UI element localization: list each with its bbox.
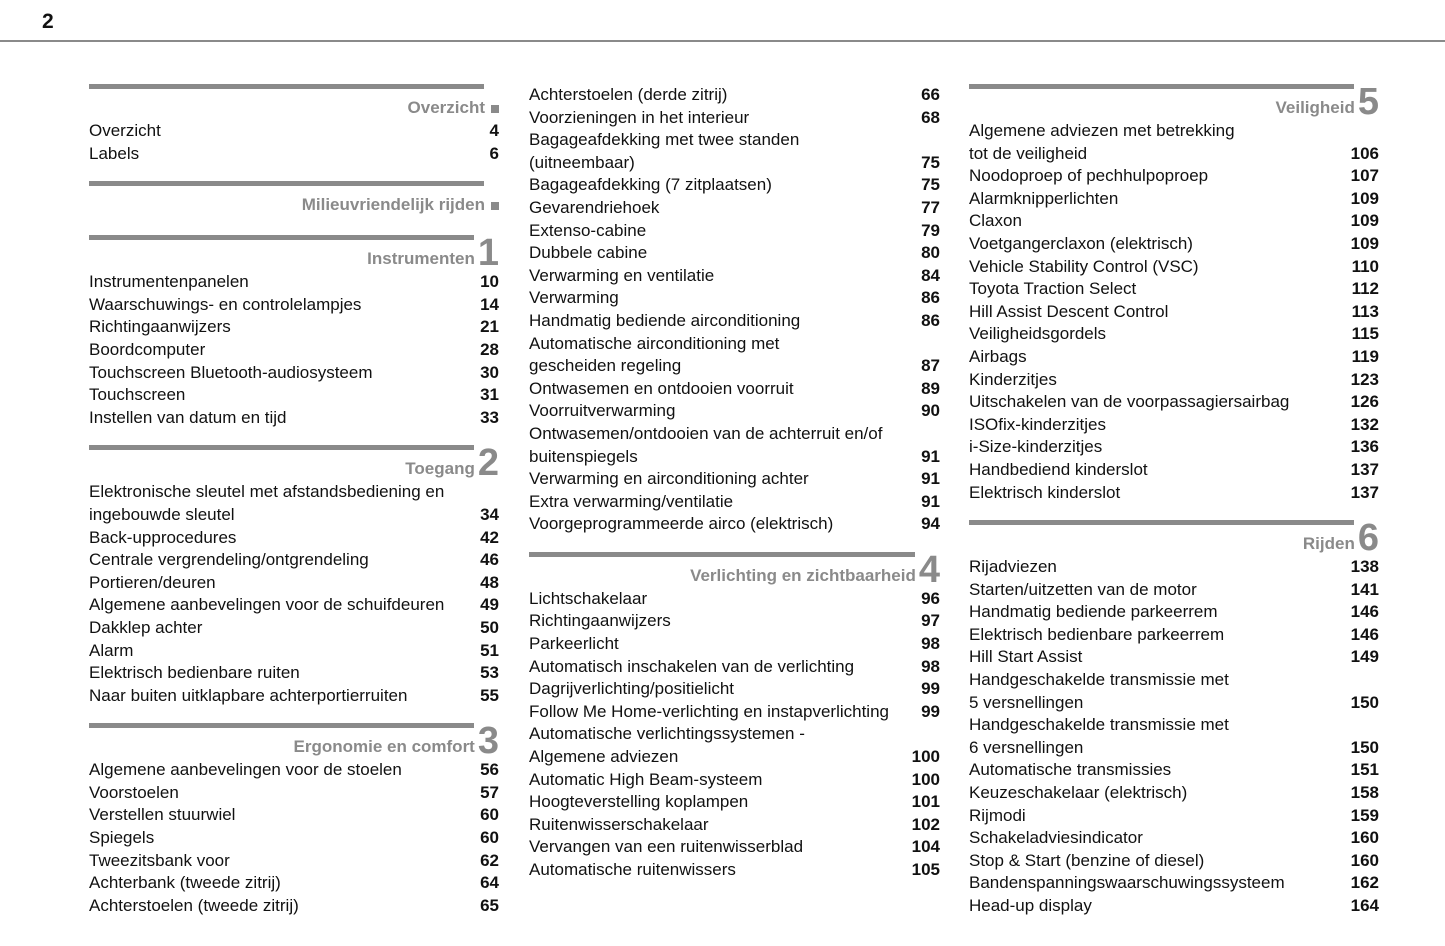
toc-entry-label: Elektronische sleutel met afstandsbediening en ingebouwde sleutel: [89, 482, 445, 524]
toc-entry-page: 79: [921, 220, 940, 240]
toc-entry-page: 96: [921, 588, 940, 608]
toc-entry-list: [529, 588, 940, 882]
toc-entry-list: [89, 481, 499, 707]
toc-entry[interactable]: [969, 872, 1379, 895]
toc-entry-page: 31: [480, 385, 499, 405]
toc-entry-page: 86: [921, 310, 940, 330]
toc-entry-page: 49: [480, 595, 499, 615]
toc-entry-label: Veiligheidsgordels: [969, 324, 1107, 344]
toc-entry-page: 56: [480, 760, 499, 780]
toc-entry[interactable]: [89, 143, 499, 166]
toc-entry[interactable]: [969, 346, 1379, 369]
toc-entry-label: Parkeerlicht: [529, 634, 619, 654]
toc-entry-label: Vehicle Stability Control (VSC): [969, 256, 1199, 276]
toc-entry-page: 4: [489, 121, 499, 140]
toc-entry-page: 100: [911, 747, 940, 767]
toc-entry-page: 28: [480, 339, 499, 359]
toc-entry-label: Automatische transmissies: [969, 760, 1172, 780]
toc-entry-page: 53: [480, 663, 499, 683]
toc-entry-page: 98: [921, 634, 940, 654]
toc-entry-page: 14: [480, 294, 499, 314]
toc-entry-page: 158: [1350, 783, 1379, 803]
toc-entry[interactable]: [969, 601, 1379, 624]
toc-entry-list: [89, 759, 499, 917]
toc-entry-label: Kinderzitjes: [969, 369, 1057, 389]
toc-entry-label: Overzicht: [89, 121, 161, 140]
toc-entry-label: i-Size-kinderzitjes: [969, 437, 1103, 457]
toc-entry-label: Elektrisch bedienbare parkeerrem: [969, 624, 1225, 644]
toc-entry-label: Waarschuwings- en controlelampjes: [89, 294, 362, 314]
toc-entry[interactable]: [89, 850, 499, 873]
toc-entry-label: Bandenspanningswaarschuwingssysteem: [969, 873, 1285, 893]
toc-entry-page: 138: [1350, 557, 1379, 577]
toc-entry[interactable]: [969, 624, 1379, 647]
toc-entry[interactable]: [969, 369, 1379, 392]
toc-entry[interactable]: [89, 782, 499, 805]
toc-entry[interactable]: [529, 310, 940, 333]
toc-entry-label: Extra verwarming/ventilatie: [529, 491, 734, 511]
toc-entry-page: 68: [921, 107, 940, 127]
toc-entry-page: 109: [1350, 188, 1379, 208]
toc-entry-label: Achterbank (tweede zitrij): [89, 873, 281, 893]
section-title[interactable]: Instrumenten: [367, 249, 475, 269]
section-header: [969, 517, 1379, 560]
toc-entry-label: Touchscreen: [89, 385, 186, 405]
toc-entry-page: 99: [921, 679, 940, 699]
toc-entry[interactable]: [529, 723, 940, 768]
toc-entry-label: Claxon: [969, 211, 1022, 231]
toc-entry-label: Dakklep achter: [89, 617, 203, 637]
toc-entry-page: 113: [1351, 301, 1379, 321]
toc-entry-label: Achterstoelen (derde zitrij): [529, 85, 728, 104]
toc-entry-page: 80: [921, 243, 940, 263]
toc-entry-label: Bagageafdekking met twee standen (uitneembaar): [529, 130, 800, 172]
toc-entry-label: Ontwasemen/ontdooien van de achterruit en/of buitenspiegels: [529, 423, 883, 466]
toc-entry[interactable]: [89, 685, 499, 708]
toc-column-2: [529, 84, 940, 898]
toc-entry-label: Uitschakelen van de voorpassagiersairbag: [969, 392, 1290, 412]
toc-entry[interactable]: [89, 407, 499, 430]
section-rule: [89, 445, 474, 450]
toc-entry-label: Instellen van datum en tijd: [89, 407, 287, 427]
toc-entry[interactable]: [969, 436, 1379, 459]
section-header: [529, 548, 940, 591]
toc-entry-page: 123: [1350, 369, 1379, 389]
toc-entry[interactable]: [969, 301, 1379, 324]
toc-entry-page: 84: [921, 265, 940, 285]
toc-entry[interactable]: [529, 197, 940, 220]
toc-entry[interactable]: [969, 895, 1379, 918]
toc-entry[interactable]: [969, 714, 1379, 759]
toc-entry[interactable]: [89, 316, 499, 339]
toc-entry-page: 110: [1351, 256, 1379, 276]
toc-entry-label: Back-upprocedures: [89, 527, 237, 547]
toc-entry-page: 146: [1350, 602, 1379, 622]
toc-entry[interactable]: [89, 549, 499, 572]
section-rule: [969, 520, 1354, 525]
toc-entry-label: Ontwasemen en ontdooien voorruit: [529, 378, 794, 398]
toc-entry[interactable]: [969, 188, 1379, 211]
section-header: [89, 84, 499, 118]
toc-entry-list: [89, 271, 499, 429]
toc-entry-label: Automatische ruitenwissers: [529, 860, 736, 879]
section-header: [89, 442, 499, 485]
toc-entry-label: Alarm: [89, 640, 134, 660]
section-title[interactable]: Veiligheid: [1275, 98, 1355, 117]
toc-entry-label: Extenso-cabine: [529, 220, 647, 240]
toc-entry-label: Verwarming en airconditioning achter: [529, 469, 809, 489]
toc-entry[interactable]: [529, 633, 940, 656]
toc-entry[interactable]: [529, 656, 940, 679]
toc-entry-label: Rijmodi: [969, 805, 1026, 825]
toc-entry-label: Centrale vergrendeling/ontgrendeling: [89, 550, 369, 570]
toc-entry-label: Labels: [89, 143, 140, 163]
toc-entry-label: Schakeladviesindicator: [969, 828, 1143, 848]
toc-entry-label: Head-up display: [969, 896, 1092, 915]
toc-entry-page: 87: [921, 356, 940, 376]
toc-entry-page: 42: [480, 527, 499, 547]
toc-entry-label: Handmatig bediende airconditioning: [529, 310, 801, 330]
toc-entry[interactable]: [969, 556, 1379, 579]
toc-entry[interactable]: [529, 769, 940, 792]
toc-entry[interactable]: [529, 242, 940, 265]
toc-entry[interactable]: [529, 791, 940, 814]
toc-entry[interactable]: [89, 759, 499, 782]
toc-entry-page: 55: [480, 685, 499, 705]
toc-entry-label: Starten/uitzetten van de motor: [969, 579, 1197, 599]
toc-entry-page: 106: [1350, 143, 1379, 163]
toc-entry-label: Automatische airconditioning met gescheiden regeling: [529, 333, 780, 376]
toc-entry-page: 97: [921, 611, 940, 631]
section-title[interactable]: Ergonomie en comfort: [293, 737, 475, 757]
toc-entry-page: 141: [1350, 579, 1379, 599]
toc-entry-label: Hill Start Assist: [969, 647, 1083, 667]
toc-entry-page: 75: [921, 175, 940, 195]
toc-entry-label: Handgeschakelde transmissie met 5 versnellingen: [969, 670, 1229, 712]
toc-entry-page: 91: [921, 469, 940, 489]
toc-entry-page: 77: [921, 197, 940, 217]
section-header: [89, 232, 499, 275]
toc-entry[interactable]: [89, 662, 499, 685]
section-title[interactable]: Milieuvriendelijk rijden: [301, 195, 485, 215]
toc-entry[interactable]: [969, 579, 1379, 602]
toc-entry-page: 150: [1350, 737, 1379, 757]
toc-entry-page: 126: [1350, 392, 1379, 412]
toc-entry-label: Tweezitsbank voor: [89, 850, 230, 870]
toc-entry-page: 10: [480, 272, 499, 292]
toc-entry[interactable]: [969, 482, 1379, 505]
toc-entry-label: ISOfix-kinderzitjes: [969, 414, 1106, 434]
section-rule: [89, 84, 484, 89]
toc-entry-page: 109: [1350, 211, 1379, 231]
toc-entry[interactable]: [969, 850, 1379, 873]
toc-entry-page: 109: [1350, 233, 1379, 253]
toc-entry[interactable]: [969, 165, 1379, 188]
toc-entry-label: Automatische verlichtingssystemen - Algemene adviezen: [529, 724, 805, 767]
square-bullet-icon: [491, 105, 499, 113]
toc-entry-page: 164: [1350, 896, 1379, 915]
toc-entry-label: Toyota Traction Select: [969, 279, 1137, 299]
section-title[interactable]: Verlichting en zichtbaarheid: [690, 565, 916, 585]
toc-entry[interactable]: [89, 804, 499, 827]
toc-entry[interactable]: [89, 617, 499, 640]
toc-entry-label: Algemene adviezen met betrekking tot de veiligheid: [969, 121, 1235, 163]
toc-entry-label: Vervangen van een ruitenwisserblad: [529, 837, 804, 857]
toc-entry-label: Handmatig bediende parkeerrem: [969, 602, 1218, 622]
toc-column-3: [969, 81, 1379, 934]
toc-entry-label: Elektrisch kinderslot: [969, 482, 1121, 502]
toc-entry[interactable]: [969, 805, 1379, 828]
toc-entry-label: Lichtschakelaar: [529, 588, 648, 608]
toc-entry[interactable]: [529, 129, 940, 174]
toc-entry[interactable]: [969, 120, 1379, 165]
toc-entry[interactable]: [89, 594, 499, 617]
toc-entry-label: Hoogteverstelling koplampen: [529, 792, 749, 812]
toc-entry-label: Richtingaanwijzers: [89, 317, 231, 337]
toc-entry[interactable]: [529, 491, 940, 514]
toc-entry-page: 151: [1350, 760, 1379, 780]
section-header: [89, 181, 499, 215]
section-rule: [89, 235, 474, 240]
toc-column-1: [89, 84, 499, 933]
toc-entry-label: Rijadviezen: [969, 557, 1057, 577]
toc-entry-label: Spiegels: [89, 828, 155, 848]
toc-entry-label: Airbags: [969, 346, 1027, 366]
toc-entry-label: Dubbele cabine: [529, 243, 648, 263]
toc-entry-page: 86: [921, 288, 940, 308]
toc-entry-label: Automatisch inschakelen van de verlichting: [529, 656, 855, 676]
toc-entry-list: [529, 84, 940, 536]
toc-entry[interactable]: [529, 859, 940, 882]
toc-entry-page: 51: [480, 640, 499, 660]
toc-entry-page: 160: [1350, 850, 1379, 870]
toc-entry-page: 91: [921, 491, 940, 511]
toc-entry-page: 62: [480, 850, 499, 870]
toc-entry-page: 119: [1351, 346, 1379, 366]
toc-entry-page: 90: [921, 401, 940, 421]
toc-entry-label: Verwarming en ventilatie: [529, 265, 715, 285]
toc-entry-page: 137: [1350, 482, 1379, 502]
toc-entry[interactable]: [89, 827, 499, 850]
section-rule: [969, 84, 1354, 89]
section-rule: [529, 552, 915, 557]
section-title[interactable]: Rijden: [1302, 534, 1355, 554]
toc-entry-page: 48: [480, 572, 499, 592]
toc-entry[interactable]: [529, 678, 940, 701]
toc-entry[interactable]: [89, 572, 499, 595]
toc-entry-label: Verstellen stuurwiel: [89, 805, 236, 825]
chapter-number: 2: [477, 442, 499, 485]
section-header: [969, 81, 1379, 123]
toc-entry-label: Keuzeschakelaar (elektrisch): [969, 783, 1188, 803]
toc-entry-page: 21: [480, 317, 499, 337]
toc-entry-label: Noodoproep of pechhulpoproep: [969, 166, 1209, 186]
toc-entry-page: 132: [1350, 414, 1379, 434]
toc-entry-label: Verwarming: [529, 288, 619, 308]
chapter-number: 3: [477, 720, 499, 763]
toc-entry-label: Follow Me Home-verlichting en instapverlichting: [529, 701, 889, 721]
toc-entry-label: Hill Assist Descent Control: [969, 301, 1169, 321]
toc-entry[interactable]: [969, 646, 1379, 669]
toc-entry-page: 136: [1350, 437, 1379, 457]
toc-entry-label: Handgeschakelde transmissie met 6 versnellingen: [969, 715, 1229, 757]
toc-entry[interactable]: [969, 278, 1379, 301]
toc-entry[interactable]: [529, 287, 940, 310]
page-number: 2: [42, 10, 54, 33]
toc-entry-label: Portieren/deuren: [89, 572, 216, 592]
toc-entry-list: [89, 120, 499, 165]
toc-entry-page: 100: [911, 769, 940, 789]
toc-entry[interactable]: [89, 895, 499, 918]
toc-entry-label: Voorstoelen: [89, 782, 179, 802]
toc-entry-label: Algemene aanbevelingen voor de stoelen: [89, 760, 402, 780]
toc-entry-page: 91: [921, 446, 940, 466]
toc-entry-list: [969, 120, 1379, 504]
toc-entry-label: Handbediend kinderslot: [969, 459, 1148, 479]
toc-entry[interactable]: [89, 362, 499, 385]
chapter-number: 5: [1357, 81, 1379, 123]
toc-entry-label: Elektrisch bedienbare ruiten: [89, 663, 300, 683]
toc-entry-page: 150: [1350, 692, 1379, 712]
toc-entry-label: Achterstoelen (tweede zitrij): [89, 895, 299, 915]
header-divider: [0, 40, 1445, 42]
toc-entry-page: 99: [921, 701, 940, 721]
toc-entry[interactable]: [529, 107, 940, 130]
section-rule: [89, 181, 484, 186]
toc-entry-page: 60: [480, 805, 499, 825]
toc-entry-page: 112: [1351, 279, 1379, 299]
toc-entry-label: Algemene aanbevelingen voor de schuifdeuren: [89, 595, 445, 615]
toc-entry-label: Stop & Start (benzine of diesel): [969, 850, 1205, 870]
toc-entry-label: Voorzieningen in het interieur: [529, 107, 750, 127]
toc-entry[interactable]: [969, 827, 1379, 850]
toc-entry-label: Voetgangerclaxon (elektrisch): [969, 233, 1193, 253]
toc-entry-label: Naar buiten uitklapbare achterportierruiten: [89, 685, 408, 705]
toc-entry[interactable]: [89, 271, 499, 294]
toc-entry[interactable]: [529, 513, 940, 536]
toc-entry[interactable]: [89, 481, 499, 526]
toc-entry[interactable]: [529, 468, 940, 491]
toc-entry-page: 149: [1350, 647, 1379, 667]
toc-entry[interactable]: [529, 378, 940, 401]
toc-entry-page: 34: [480, 504, 499, 524]
toc-entry-page: 30: [480, 362, 499, 382]
toc-entry-page: 105: [911, 860, 940, 879]
toc-entry[interactable]: [529, 400, 940, 423]
toc-entry[interactable]: [529, 610, 940, 633]
toc-entry[interactable]: [89, 872, 499, 895]
toc-entry[interactable]: [969, 256, 1379, 279]
toc-entry[interactable]: [89, 339, 499, 362]
toc-entry[interactable]: [529, 84, 940, 107]
section-title[interactable]: Overzicht: [407, 98, 485, 117]
toc-entry[interactable]: [529, 836, 940, 859]
toc-entry-label: Voorruitverwarming: [529, 401, 676, 421]
toc-entry-label: Automatic High Beam-systeem: [529, 769, 763, 789]
toc-entry-page: 146: [1350, 624, 1379, 644]
toc-entry[interactable]: [89, 640, 499, 663]
toc-entry-page: 102: [911, 814, 940, 834]
toc-entry-label: Instrumentenpanelen: [89, 272, 249, 292]
toc-entry[interactable]: [529, 333, 940, 378]
toc-entry[interactable]: [529, 588, 940, 611]
toc-entry[interactable]: [969, 210, 1379, 233]
toc-entry[interactable]: [969, 391, 1379, 414]
toc-entry-label: Dagrijverlichting/positielicht: [529, 679, 735, 699]
toc-entry[interactable]: [89, 120, 499, 143]
toc-entry-page: 64: [480, 873, 499, 893]
toc-entry[interactable]: [969, 759, 1379, 782]
toc-entry-label: Gevarendriehoek: [529, 197, 660, 217]
toc-entry[interactable]: [969, 233, 1379, 256]
chapter-number: 1: [477, 232, 499, 275]
toc-entry-page: 75: [921, 152, 940, 172]
toc-entry-page: 162: [1350, 873, 1379, 893]
toc-entry-page: 98: [921, 656, 940, 676]
toc-entry[interactable]: [969, 782, 1379, 805]
toc-entry-page: 57: [480, 782, 499, 802]
toc-entry[interactable]: [529, 814, 940, 837]
toc-entry-label: Alarmknipperlichten: [969, 188, 1119, 208]
toc-entry-label: Ruitenwisserschakelaar: [529, 814, 709, 834]
toc-entry-page: 107: [1350, 166, 1379, 186]
toc-entry-page: 137: [1350, 459, 1379, 479]
square-bullet-icon: [491, 202, 499, 210]
toc-entry-page: 159: [1350, 805, 1379, 825]
section-rule: [89, 723, 474, 728]
toc-entry-page: 50: [480, 617, 499, 637]
toc-entry[interactable]: [529, 423, 940, 468]
toc-entry-label: Boordcomputer: [89, 339, 206, 359]
toc-entry-page: 104: [911, 837, 940, 857]
toc-entry-list: [969, 556, 1379, 918]
toc-entry-page: 160: [1350, 828, 1379, 848]
toc-entry[interactable]: [969, 414, 1379, 437]
toc-entry-page: 89: [921, 378, 940, 398]
section-header: [89, 720, 499, 763]
toc-entry-page: 94: [921, 514, 940, 534]
toc-entry-page: 46: [480, 550, 499, 570]
toc-entry[interactable]: [89, 527, 499, 550]
toc-entry-label: Richtingaanwijzers: [529, 611, 671, 631]
toc-entry[interactable]: [529, 701, 940, 724]
toc-entry-label: Touchscreen Bluetooth-audiosysteem: [89, 362, 373, 382]
chapter-number: 6: [1357, 517, 1379, 560]
toc-entry-page: 65: [480, 895, 499, 915]
section-title[interactable]: Toegang: [405, 459, 475, 479]
toc-entry[interactable]: [969, 323, 1379, 346]
toc-entry[interactable]: [89, 294, 499, 317]
chapter-number: 4: [918, 548, 940, 591]
toc-entry-page: 6: [489, 143, 499, 163]
toc-entry[interactable]: [529, 265, 940, 288]
toc-entry[interactable]: [969, 459, 1379, 482]
toc-entry[interactable]: [529, 220, 940, 243]
toc-entry-page: 66: [921, 85, 940, 104]
toc-entry[interactable]: [89, 384, 499, 407]
toc-entry-page: 101: [911, 792, 940, 812]
toc-entry-label: Voorgeprogrammeerde airco (elektrisch): [529, 514, 834, 534]
toc-entry[interactable]: [529, 174, 940, 197]
toc-entry-page: 60: [480, 828, 499, 848]
toc-entry-page: 33: [480, 407, 499, 427]
toc-entry-label: Bagageafdekking (7 zitplaatsen): [529, 175, 772, 195]
toc-entry[interactable]: [969, 669, 1379, 714]
toc-entry-page: 115: [1351, 324, 1379, 344]
